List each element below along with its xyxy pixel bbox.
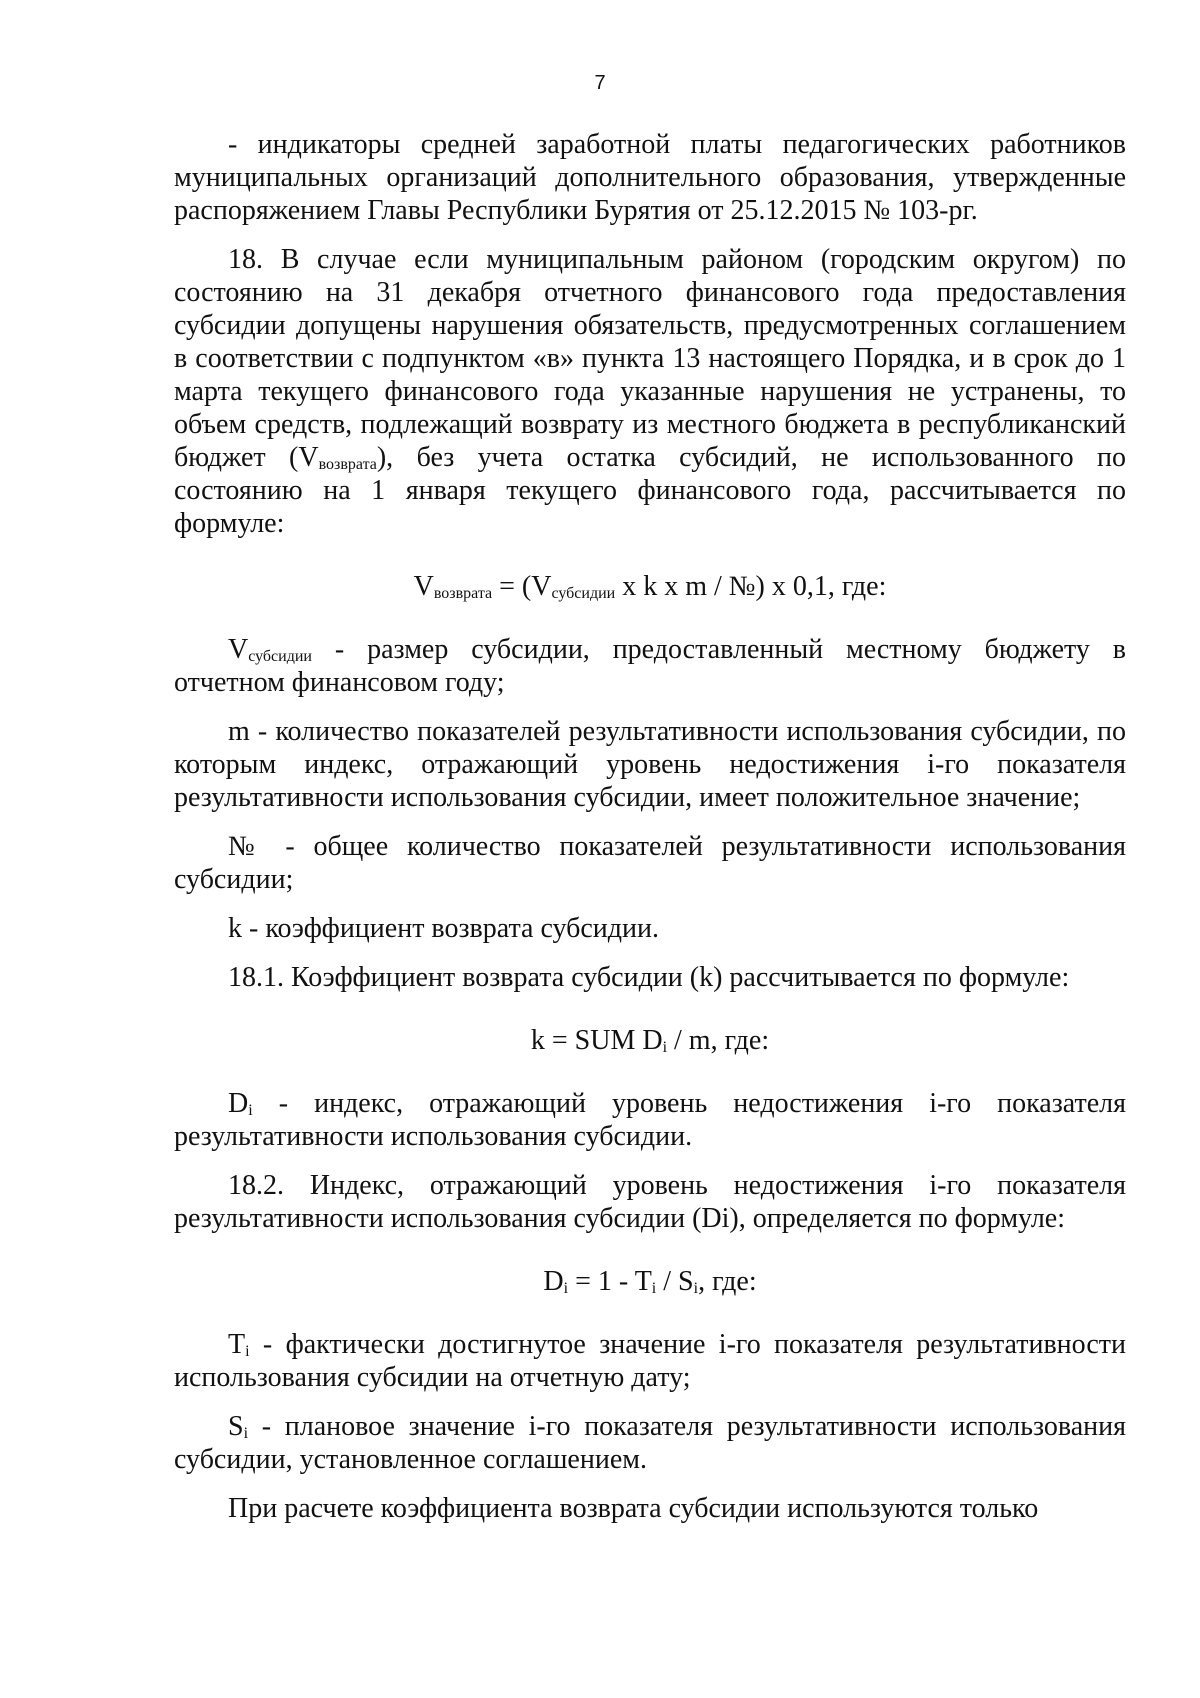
formula-index-sub-2: i	[651, 1280, 657, 1297]
definition-ti-symbol: T	[228, 1329, 246, 1360]
definition-m: m - количество показателей результативности использования субсидии, по которым индекс, отражающий уровень недостижения i-го показателя результативности использования субсидии, имеет положительное значение;	[174, 716, 1126, 813]
formula-coefficient	[174, 1024, 1126, 1057]
formula-refund-sub-1: возврата	[433, 585, 493, 602]
definition-v-text: - размер субсидии, предоставленный местному бюджету в отчетном финансовом году;	[174, 634, 1126, 698]
formula-index-sub-3: i	[693, 1280, 699, 1297]
formula-coefficient-b: / m, где:	[667, 1025, 770, 1056]
definition-number: № - общее количество показателей результативности использования субсидии;	[174, 831, 1126, 895]
formula-coefficient-sub: i	[662, 1039, 668, 1056]
formula-index	[174, 1265, 1126, 1298]
definition-v-subscript: субсидии	[248, 648, 312, 665]
formula-index-tail: , где:	[698, 1266, 757, 1297]
formula-refund-volume	[174, 570, 1126, 603]
definition-di	[174, 1087, 1126, 1153]
definition-ti-subscript: i	[245, 1343, 250, 1360]
formula-refund-v: V	[413, 571, 434, 602]
formula-coefficient-a: k = SUM D	[530, 1025, 663, 1056]
formula-index-sub-1: i	[563, 1280, 569, 1297]
paragraph-indicators: - индикаторы средней заработной платы педагогических работников муниципальных организаций дополнительного образования, утвержденные распоряжением Главы Республики Бурятия от 25.12.2015 № 103-рг.	[174, 129, 1126, 226]
definition-si-subscript: i	[243, 1425, 249, 1442]
paragraph-18-1: 18.1. Коэффициент возврата субсидии (k) рассчитывается по формуле:	[228, 962, 1070, 993]
definition-k: k - коэффициент возврата субсидии.	[228, 913, 660, 944]
formula-index-mid: = 1 - T	[568, 1266, 652, 1297]
page-number: 7	[594, 72, 606, 94]
definition-di-subscript: i	[248, 1102, 253, 1119]
formula-refund-tail: x k x m / №) x 0,1, где:	[615, 571, 887, 602]
paragraph-18	[174, 243, 1126, 540]
definition-si-symbol: S	[228, 1411, 244, 1442]
definition-v-subsidy	[174, 633, 1126, 699]
definition-ti-text: - фактически достигнутое значение i-го показателя результативности использования субсидии на отчетную дату;	[174, 1329, 1126, 1393]
paragraph-calculation-note: При расчете коэффициента возврата субсидии используются только	[228, 1493, 1039, 1524]
definition-si	[174, 1410, 1126, 1476]
paragraph-18-text-a: 18. В случае если муниципальным районом (городским округом) по состоянию на 31 декабря отчетного финансового года предоставления субсидии допущены нарушения обязательств, предусмотренных соглашением в соответствии с подпунктом «в» пункта 13 настоящего Порядка, и в срок до 1 марта текущего финансового года указанные нарушения не устранены, то объем средств, подлежащий возврату из местного бюджета в республиканский бюджет (V	[174, 244, 1126, 473]
formula-refund-sub-2: субсидии	[551, 585, 616, 602]
document-body	[174, 128, 1126, 1541]
definition-si-text: - плановое значение i-го показателя результативности использования субсидии, установленное соглашением.	[174, 1411, 1126, 1475]
formula-index-d: D	[543, 1266, 564, 1297]
paragraph-18-2: 18.2. Индекс, отражающий уровень недостижения i-го показателя результативности использования субсидии (Di), определяется по формуле:	[174, 1170, 1126, 1234]
definition-ti	[174, 1328, 1126, 1394]
formula-refund-mid: = (V	[492, 571, 552, 602]
definition-di-text: - индекс, отражающий уровень недостижения i-го показателя результативности использования субсидии.	[174, 1088, 1126, 1152]
paragraph-18-text-b: ), без учета остатка субсидий, не использованного по состоянию на 1 января текущего финансового года, рассчитывается по формуле:	[174, 442, 1126, 539]
formula-index-slash: / S	[656, 1266, 694, 1297]
paragraph-18-subscript: возврата	[318, 456, 377, 473]
definition-di-symbol: D	[228, 1088, 249, 1119]
definition-v-symbol: V	[228, 634, 249, 665]
